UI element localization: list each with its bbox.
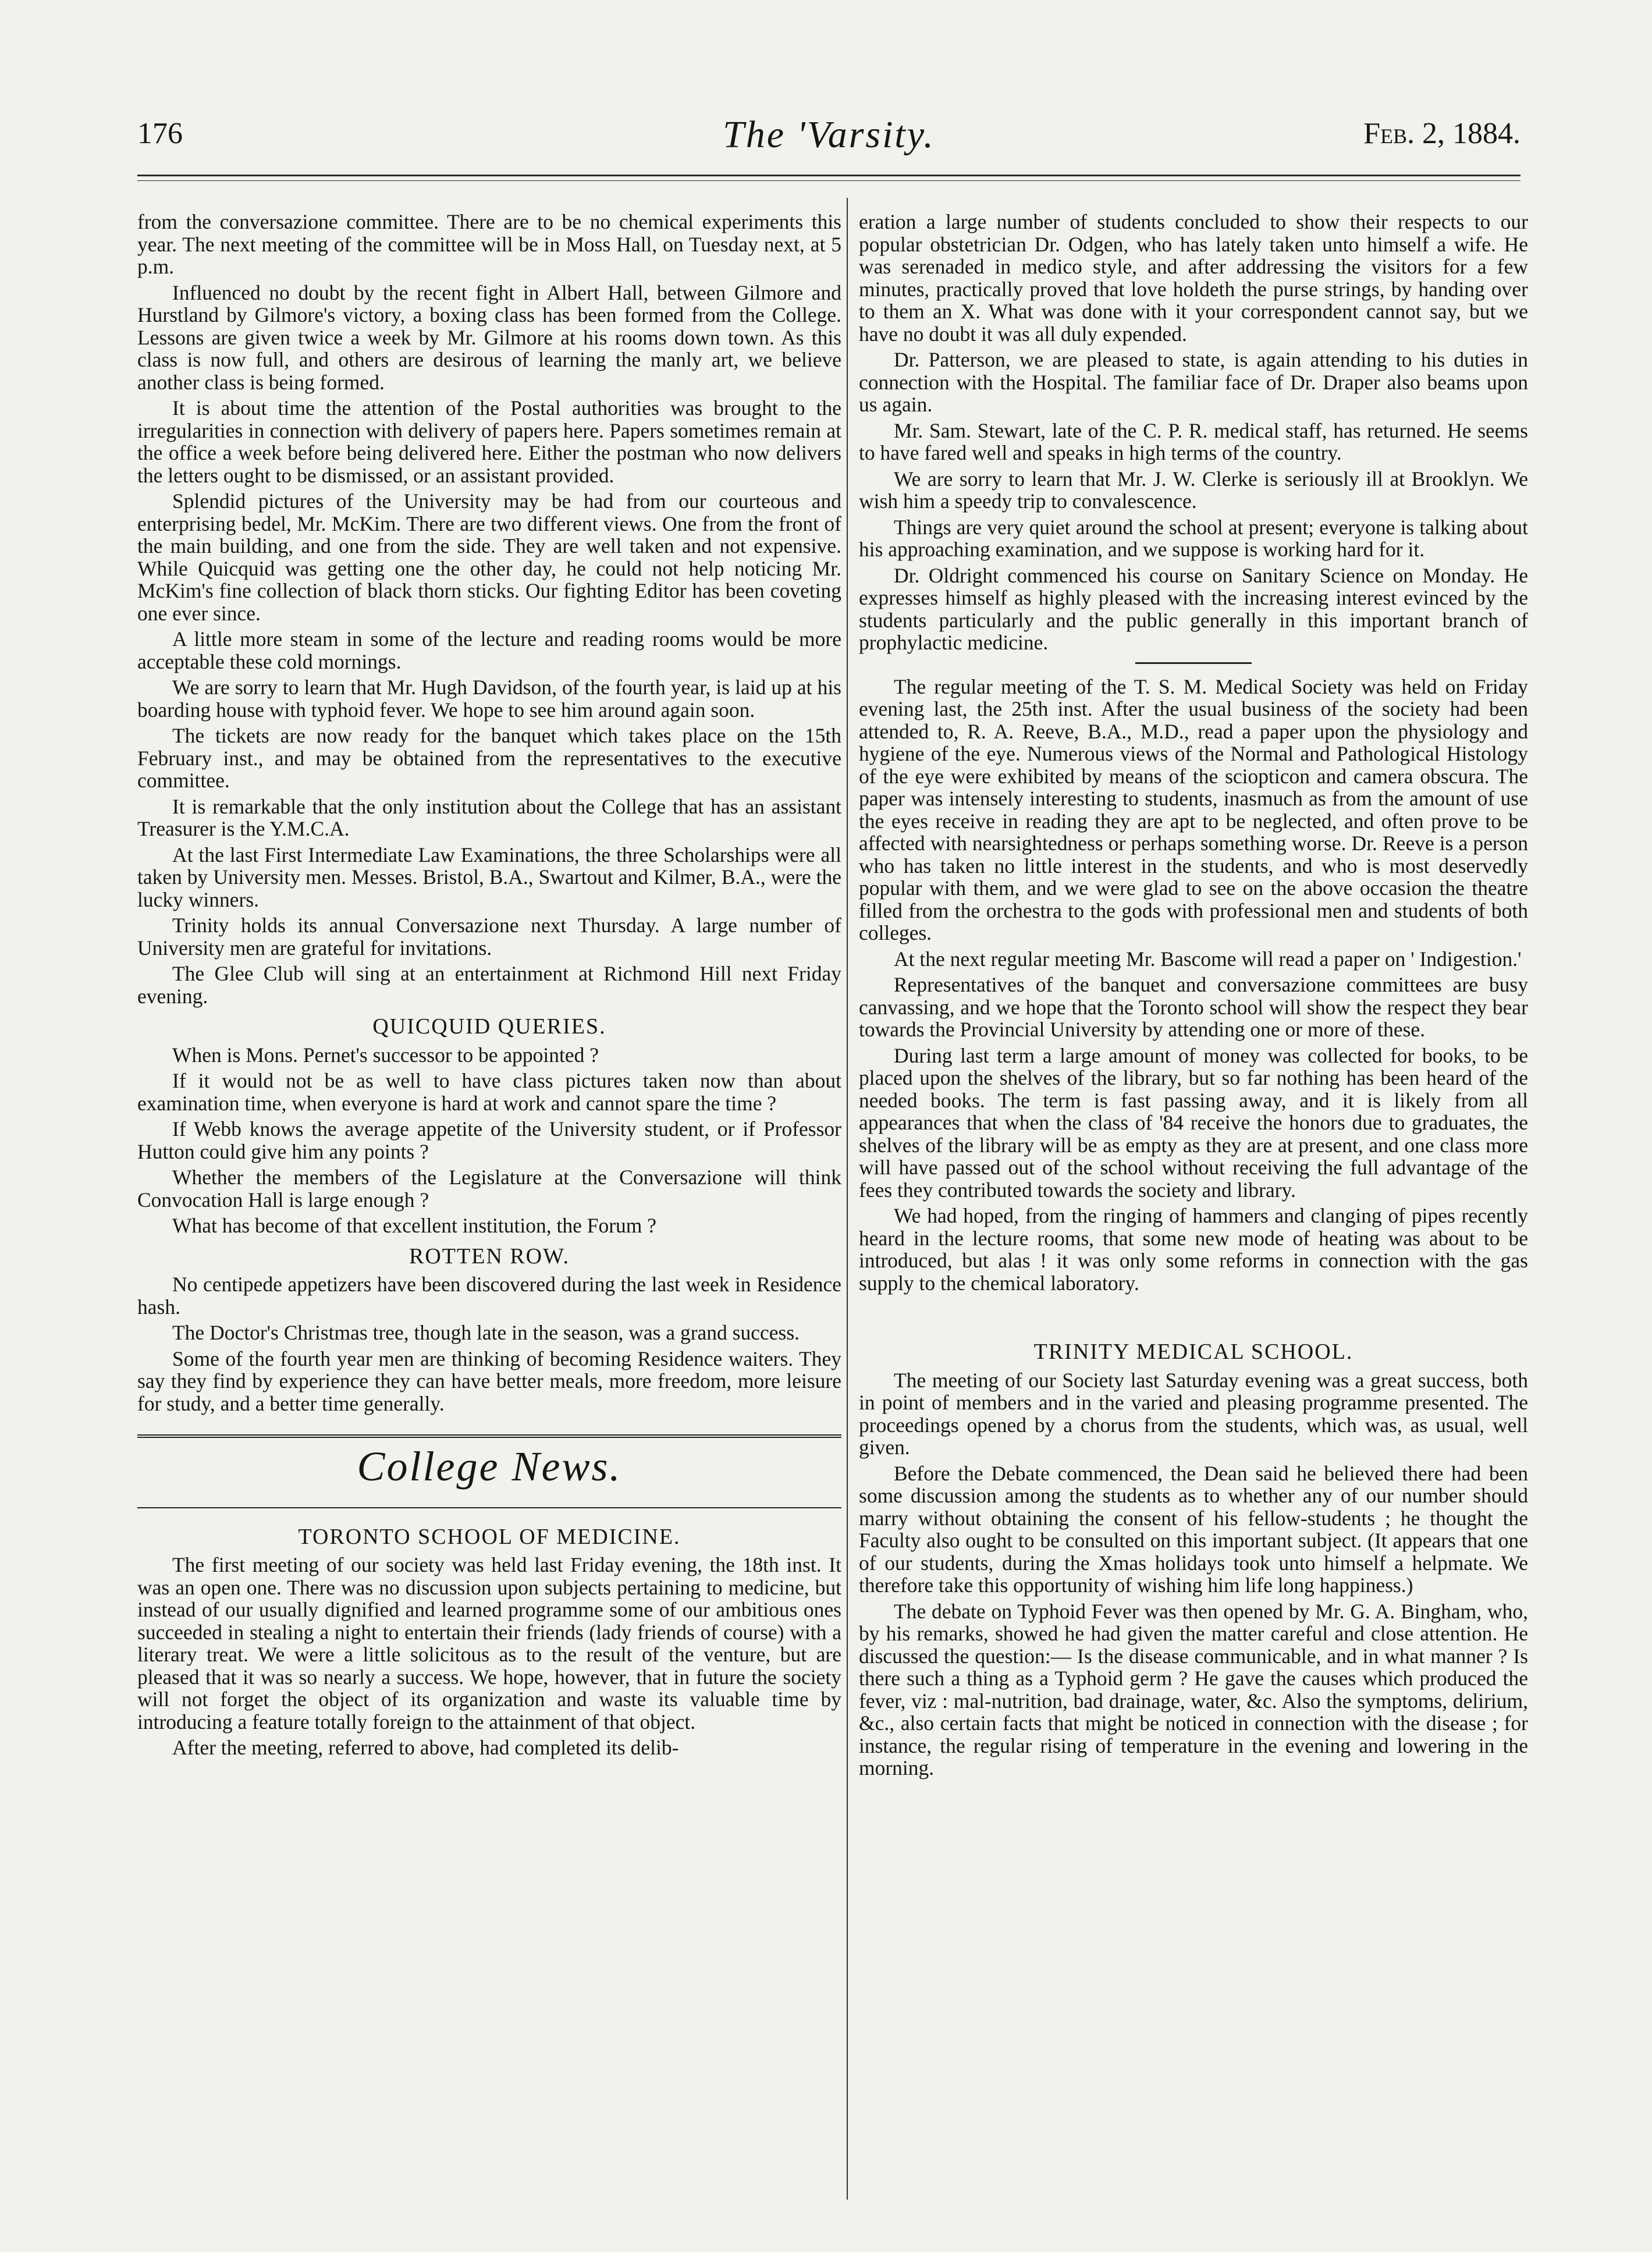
- query-item: If it would not be as well to have class pictures taken now than about examination time, when everyone is hard at work and cannot spare the time ?: [137, 1069, 841, 1115]
- paragraph: During last term a large amount of money was collected for books, to be placed upon the shelves of the library, but so far nothing has been heard of the needed books. The term is fast passing away, and it is likely from all appearances that when the class of '84 receive the honors due to graduates, the shelves of the library will be as empty as they are at present, and one class more will have passed out of the school without receiving the full advantage of the fees they contributed towards the society and library.: [859, 1043, 1528, 1202]
- query-item: Whether the members of the Legislature at the Conversazione will think Convocation Hall is large enough ?: [137, 1166, 841, 1212]
- paragraph: After the meeting, referred to above, had completed its delib-: [172, 1736, 679, 1759]
- paragraph: A little more steam in some of the lecture and reading rooms would be more acceptable these cold mornings.: [137, 627, 841, 673]
- section-divider-thin: [137, 1507, 841, 1508]
- query-item: When is Mons. Pernet's successor to be appointed ?: [172, 1043, 599, 1067]
- paragraph: from the conversazione committee. There are to be no chemical experiments this year. The next meeting of the committee will be in Moss Hall, on Tuesday next, at 5 p.m.: [137, 210, 841, 278]
- issue-date: Feb. 2, 1884.: [1363, 117, 1520, 150]
- right-column: [859, 211, 1528, 1783]
- paragraph: The tickets are now ready for the banquet which takes place on the 15th February inst., and may be obtained from the representatives to the executive committee.: [137, 724, 841, 792]
- paragraph: Trinity holds its annual Conversazione next Thursday. A large number of University men are grateful for invitations.: [137, 914, 841, 960]
- page-header: [137, 113, 1520, 163]
- paragraph: Some of the fourth year men are thinking of becoming Residence waiters. They say they find by experience they can have better meals, more freedom, more leisure for study, and a better time generally.: [137, 1347, 841, 1415]
- paragraph: The Doctor's Christmas tree, though late in the season, was a grand success.: [172, 1321, 800, 1344]
- paragraph: It is remarkable that the only institution about the College that has an assistant Treasurer is the Y.M.C.A.: [137, 794, 841, 840]
- header-rule: [137, 175, 1520, 176]
- section-heading-toronto-school-of-medicine: TORONTO SCHOOL OF MEDICINE.: [298, 1524, 681, 1549]
- header-rule-thin: [137, 180, 1520, 181]
- paragraph: Dr. Patterson, we are pleased to state, is again attending to his duties in connection with the Hospital. The familiar face of Dr. Draper also beams upon us again.: [859, 348, 1528, 416]
- paragraph: We are sorry to learn that Mr. J. W. Clerke is seriously ill at Brooklyn. We wish him a speedy trip to convalescence.: [859, 467, 1528, 513]
- paragraph: Dr. Oldright commenced his course on Sanitary Science on Monday. He expresses himself as highly pleased with the increasing interest evinced by the students particularly and the public generally in this important branch of prophylactic medicine.: [859, 563, 1528, 654]
- paragraph: It is about time the attention of the Postal authorities was brought to the irregularities in connection with delivery of papers here. Papers sometimes remain at the office a week before being delivered here. Either the postman who now delivers the letters ought to be dismissed, or an assistant provided.: [137, 396, 841, 487]
- paragraph: Splendid pictures of the University may be had from our courteous and enterprising bedel, Mr. McKim. There are two different views. One from the front of the main building, and one from the side. They are well taken and not expensive. While Quicquid was getting one the other day, he could not help noticing Mr. McKim's fine collection of black thorn sticks. Our fighting Editor has been coveting one ever since.: [137, 489, 841, 625]
- paragraph: We had hoped, from the ringing of hammers and clanging of pipes recently heard in the lecture rooms, that some new mode of heating was about to be introduced, but alas ! it was only some reforms in connection with the gas supply to the chemical laboratory.: [859, 1204, 1528, 1295]
- section-divider: [137, 1434, 841, 1438]
- left-column: [137, 211, 841, 1763]
- paragraph: Representatives of the banquet and conversazione committees are busy canvassing, and we hope that the Toronto school will show the respect they bear towards the Provincial University by attending one or more of these.: [859, 973, 1528, 1041]
- section-heading-rotten-row: ROTTEN ROW.: [408, 1244, 570, 1269]
- column-divider: [847, 198, 848, 2200]
- paragraph: eration a large number of students concluded to show their respects to our popular obstetrician Dr. Odgen, who has lately taken unto himself a wife. He was serenaded in medico style, and after addressing the visitors for a few minutes, practically proved that love holdeth the purse strings, by handing over to them an X. What was done with it your correspondent cannot say, but we have no doubt it was all duly expended.: [859, 210, 1528, 346]
- paragraph: The Glee Club will sing at an entertainment at Richmond Hill next Friday evening.: [137, 962, 841, 1008]
- paragraph: The meeting of our Society last Saturday evening was a great success, both in point of members and in the varied and pleasing programme presented. The proceedings opened by a chorus from the students, which was, as usual, well given.: [859, 1368, 1528, 1459]
- masthead-title: The 'Varsity.: [723, 113, 935, 156]
- section-heading-quicquid-queries: QUICQUID QUERIES.: [372, 1014, 606, 1039]
- query-item: What has become of that excellent institution, the Forum ?: [172, 1214, 657, 1237]
- paragraph: The first meeting of our society was held last Friday evening, the 18th inst. It was an open one. There was no discussion upon subjects pertaining to medicine, but instead of our usually dignified and learned programme some of our ambitious ones succeeded in stealing a night to entertain their friends (lady friends of course) with a literary treat. We were a little solicitous as to the result of the venture, but are pleased that it was so nearly a success. We hope, however, that in future the society will not forget the object of its organization and waste its valuable time by introducing a feature totally foreign to the attainment of that object.: [137, 1553, 841, 1734]
- spacer: [859, 1298, 1528, 1333]
- paragraph: The debate on Typhoid Fever was then opened by Mr. G. A. Bingham, who, by his remarks, showed he had given the matter careful and close attention. He discussed the question:— Is the disease communicable, and in what manner ? Is there such a thing as a Typhoid germ ? He gave the causes which produced the fever, viz : mal-nutrition, bad drainage, water, &c. Also the symptoms, delirium, &c., also certain facts that might be noticed in connection with the disease ; for instance, the regular rising of temperature in the evening and lowering in the morning.: [859, 1599, 1528, 1779]
- paragraph: Things are very quiet around the school at present; everyone is talking about his approaching examination, and we suppose is working hard for it.: [859, 515, 1528, 561]
- paragraph: No centipede appetizers have been discovered during the last week in Residence hash.: [137, 1273, 841, 1319]
- query-item: If Webb knows the average appetite of the University student, or if Professor Hutton could give him any points ?: [137, 1117, 841, 1163]
- paragraph: Before the Debate commenced, the Dean said he believed there had been some discussion among the students as to whether any of our number should marry without obtaining the consent of his fellow-students ; he thought the Faculty also ought to be consulted on this important subject. (It appears that one of our students, during the Xmas holidays took unto himself a helpmate. We therefore take this opportunity of wishing him life long happiness.): [859, 1461, 1528, 1597]
- paragraph: At the last First Intermediate Law Examinations, the three Scholarships were all taken by University men. Messes. Bristol, B.A., Swartout and Kilmer, B.A., were the lucky winners.: [137, 843, 841, 911]
- short-divider: [1135, 662, 1252, 664]
- paragraph: We are sorry to learn that Mr. Hugh Davidson, of the fourth year, is laid up at his boarding house with typhoid fever. We hope to see him around again soon.: [137, 676, 841, 722]
- college-news-heading: College News.: [357, 1443, 622, 1490]
- paragraph: Influenced no doubt by the recent fight in Albert Hall, between Gilmore and Hurstland by Gilmore's victory, a boxing class has been formed from the College. Lessons are given twice a week by Mr. Gilmore at his rooms down town. As this class is now full, and others are desirous of learning the manly art, we believe another class is being formed.: [137, 280, 841, 394]
- paragraph: At the next regular meeting Mr. Bascome will read a paper on ' Indigestion.': [894, 947, 1522, 971]
- section-heading-trinity-medical-school: TRINITY MEDICAL SCHOOL.: [1033, 1340, 1353, 1364]
- page-number: 176: [137, 117, 183, 150]
- paragraph: The regular meeting of the T. S. M. Medical Society was held on Friday evening last, the 25th inst. After the usual business of the society had been attended to, R. A. Reeve, B.A., M.D., read a paper upon the physiology and hygiene of the eye. Numerous views of the Normal and Pathological Histology of the eye were exhibited by means of the sciopticon and camera obscura. The paper was intensely interesting to students, inasmuch as from the amount of use the eyes receive in reading they are apt to be neglected, and often prove to be affected with nearsightedness or perhaps something worse. Dr. Reeve is a person who has taken no little interest in the students, and who is most deservedly popular with them, and we were glad to see on the above occasion the theatre filled from the orchestra to the gods with professional men and students of both colleges.: [859, 674, 1528, 944]
- paragraph: Mr. Sam. Stewart, late of the C. P. R. medical staff, has returned. He seems to have fared well and speaks in high terms of the country.: [859, 418, 1528, 464]
